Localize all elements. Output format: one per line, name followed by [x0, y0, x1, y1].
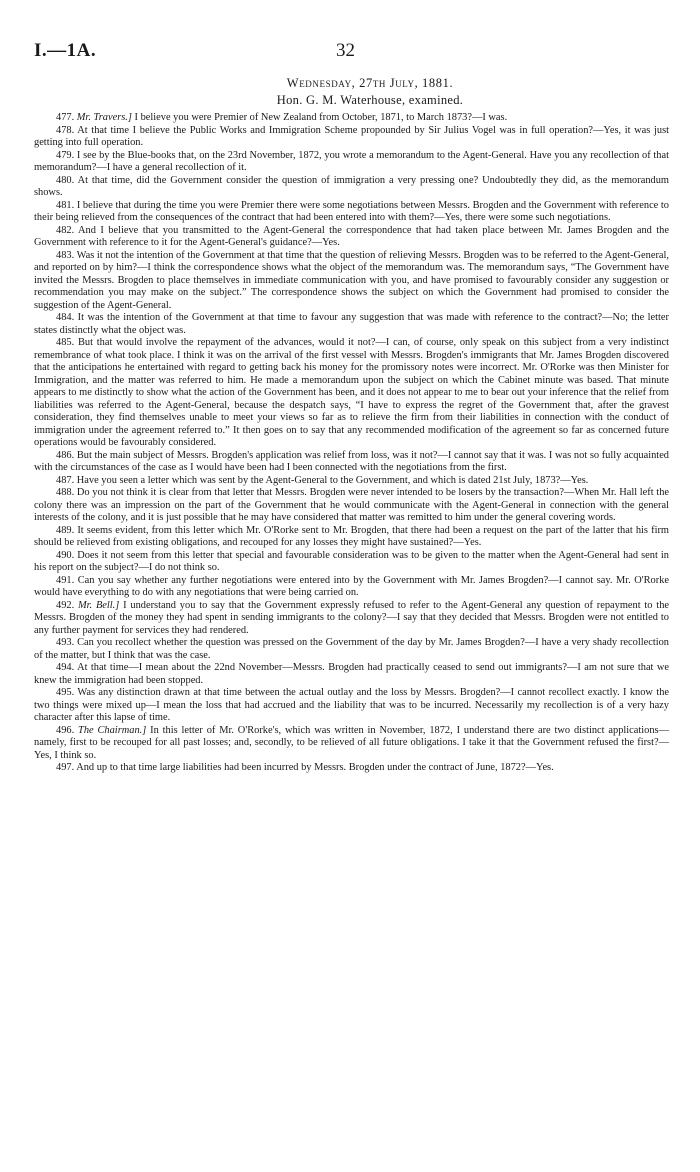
speaker-label: Mr. Bell.]: [78, 599, 120, 611]
witness-heading: Hon. G. M. Waterhouse, examined.: [276, 93, 464, 107]
testimony-paragraph: 478. At that time I believe the Public Works and Immigration Scheme propounded by Sir Julius Vogel was in full operation?—Yes, it was just getting into full operation.: [34, 124, 669, 148]
testimony-paragraph: 492. Mr. Bell.] I understand you to say that the Government expressly refused to refer to the Agent-General any question of repayment to the Messrs. Brogden of the money they had spent in sending immigrants to the colony?—I say that they decided that Messrs. Brogden were not entitled to any further payment for services they had rendered.: [34, 599, 669, 636]
testimony-paragraph: 493. Can you recollect whether the question was pressed on the Government of the day by Mr. James Brogden?—I have a very shady recollection of the matter, but I think that was the case.: [34, 637, 670, 661]
testimony-paragraph: 485. But that would involve the repayment of the advances, would it not?—I can, of course, only speak on this subject from a very indistinct remembrance of what took place. I think it was on the arrival of the first vessel with Messrs. Brogden's immigrants that Mr. James Brogden discovered that the anticipations he entertained with regard to getting back his money for the promissory notes were incorrect. Mr. O'Rorke was then Minister for Immigration, and the matter was referred to him. He made a memorandum upon the subject on which the Cabinet minute was based. That minute appears to me distinctly to show what the action of the Government has been, and it does not appear to me to bear out your inference that the relief from liabilities was referred to the Agent-General, because the despatch says, “I have to express the regret of the Government that, after the gravest consideration, they find themselves unable to meet your views so far as to relieve the firm from their liabilities in connection with the conduct of immigration under the agreement referred to.” It then goes on to say that any recommended modification of the agreement so far as concerned future operations would be favourably considered.: [34, 337, 669, 448]
testimony-paragraph: 483. Was it not the intention of the Government at that time that the question of relieving Messrs. Brogden was to be referred to the Agent-General, and reported on by him?—I think the correspondence shows what the object of the memorandum was. The memorandum says, “The Government have invited the Messrs. Brogden to place themselves in immediate communication with you, and have promised to favourably consider any suggestion or recommendation you may make on the subject.” The correspondence shows the subject on which the Government had promised to consider the suggestion of the Agent-General.: [34, 249, 670, 311]
testimony-paragraph: 495. Was any distinction drawn at that time between the actual outlay and the loss by Messrs. Brogden?—I cannot recollect exactly. I know the two things were mixed up—I mean the loss that had accrued and the liability that was to be incurred. Necessarily my recollection is of a very hazy character after this lapse of time.: [34, 687, 670, 723]
speaker-label: The Chairman.]: [78, 724, 147, 736]
testimony-paragraph: 497. And up to that time large liabilities had been incurred by Messrs. Brogden under the contract of June, 1872?—Yes.: [56, 762, 554, 773]
testimony-paragraph: 481. I believe that during the time you were Premier there were some negotiations between Messrs. Brogden and the Government with reference to their being relieved from the consequences of the contract that had been entered into with them?—Yes, there were some such negotiations.: [34, 199, 670, 223]
testimony-paragraph: 494. At that time—I mean about the 22nd November—Messrs. Brogden had practically ceased to send out immigrants?—I am not sure that we knew the immigration had been stopped.: [34, 662, 669, 686]
testimony-paragraph: 488. Do you not think it is clear from that letter that Messrs. Brogden were never intended to be losers by the transaction?—When Mr. Hall left the colony there was an impression on the part of the Government that he would communicate with the Agent-General in connection with the general interests of the colony, and it is just possible that he may have considered that matter was remitted to him under the general covering words.: [34, 487, 670, 523]
page-number: 32: [336, 40, 355, 61]
testimony-paragraph: 491. Can you say whether any further negotiations were entered into by the Government with Mr. James Brogden?—I cannot say. Mr. O'Rorke would have everything to do with any negotiations that were being carried on.: [34, 574, 670, 598]
testimony-paragraph: 482. And I believe that you transmitted to the Agent-General the correspondence that had taken place between Mr. James Brogden and the Government with reference to it for the Agent-General's guidance?—Yes.: [34, 224, 669, 248]
testimony-body: [34, 111, 669, 775]
testimony-paragraph: 490. Does it not seem from this letter that special and favourable consideration was to be given to the matter when the Agent-General had sent in his report on the subject?—I do not think so.: [34, 549, 670, 573]
testimony-paragraph: 479. I see by the Blue-books that, on the 23rd November, 1872, you wrote a memorandum to the Agent-General. Have you any recollection of that memorandum?—I have a general recollection of it.: [34, 149, 670, 173]
testimony-paragraph: 487. Have you seen a letter which was sent by the Agent-General to the Government, and which is dated 21st July, 1873?—Yes.: [56, 474, 589, 486]
session-date: Wednesday, 27th July, 1881.: [286, 76, 454, 90]
testimony-paragraph: 484. It was the intention of the Government at that time to favour any suggestion that was made with reference to the contract?—No; the letter states distinctly what the object was.: [34, 312, 669, 336]
document-reference: I.—1A.: [34, 40, 97, 61]
testimony-paragraph: 480. At that time, did the Government consider the question of immigration a very pressing one? Undoubtedly they did, as the memorandum shows.: [34, 174, 669, 198]
testimony-paragraph: 477. Mr. Travers.] I believe you were Premier of New Zealand from October, 1871, to March 1873?—I was.: [56, 112, 508, 123]
testimony-paragraph: 489. It seems evident, from this letter which Mr. O'Rorke sent to Mr. Brogden, that there had been a request on the part of the latter that his firm should be relieved from existing obligations, and recouped for any losses they might have sustained?—Yes.: [34, 524, 669, 548]
testimony-paragraph: 486. But the main subject of Messrs. Brogden's application was relief from loss, was it not?—I cannot say that it was. I was not so fully acquainted with the circumstances of the case as I would have been had I been connected with the negotiations from the first.: [34, 449, 670, 473]
speaker-label: Mr. Travers.]: [76, 112, 132, 123]
testimony-paragraph: 496. The Chairman.] In this letter of Mr. O'Rorke's, which was written in November, 1872, I understand there are two distinct applications—namely, first to be recouped for all past losses; and, secondly, to be relieved of all future obligations. I take it that the Government refused the first?—Yes, I think so.: [34, 724, 669, 761]
